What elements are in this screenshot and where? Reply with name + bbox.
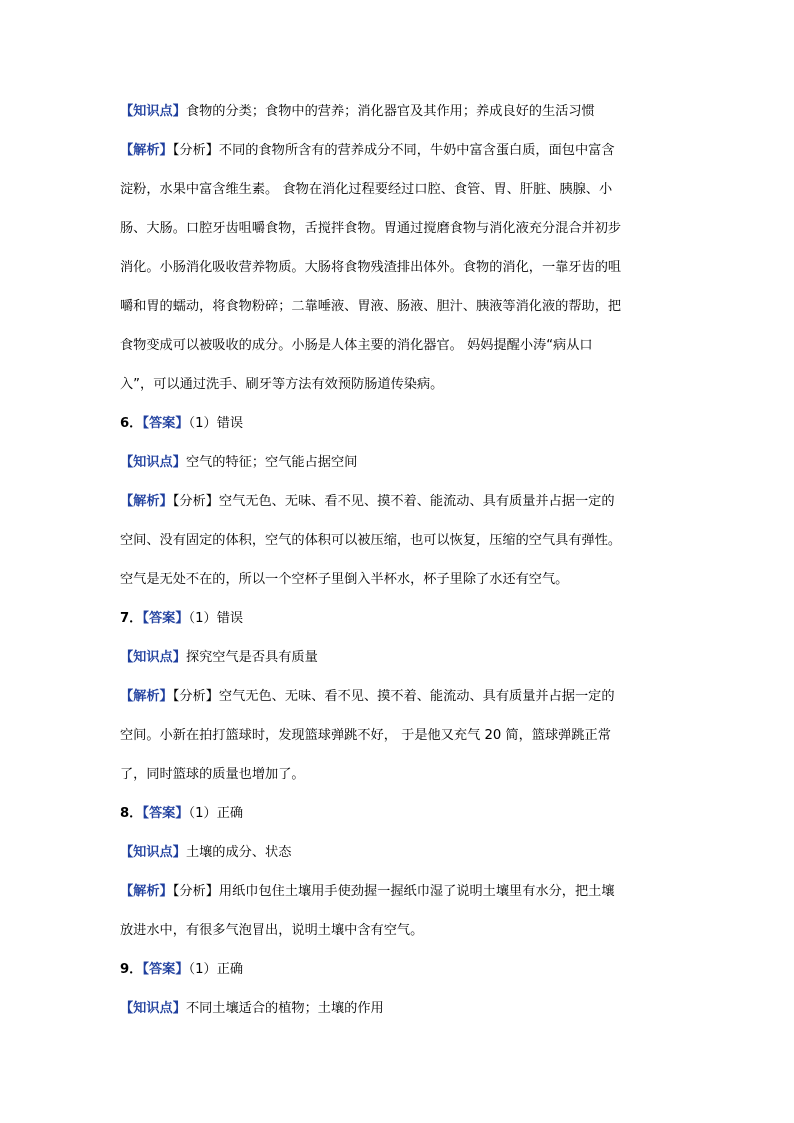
- knowledge-point-tag: 【知识点】: [120, 104, 186, 119]
- analysis-line: 空气是无处不在的，所以一个空杯子里倒入半杯水，杯子里除了水还有空气。: [120, 572, 569, 587]
- analysis-line: [120, 131, 660, 170]
- answer-line: [120, 404, 660, 443]
- analysis-line: 了，同时篮球的质量也增加了。: [120, 767, 305, 782]
- answer-value: （1）错误: [188, 611, 244, 626]
- knowledge-point-tag: 【知识点】: [120, 650, 186, 665]
- analysis-line: [120, 872, 660, 911]
- answer-tag: 【答案】: [142, 611, 189, 626]
- question-number: 8．: [120, 806, 143, 821]
- knowledge-point-tag: 【知识点】: [120, 845, 186, 860]
- knowledge-point-line: [120, 443, 660, 482]
- knowledge-point-line: [120, 638, 660, 677]
- knowledge-point-tag: 【知识点】: [120, 455, 186, 470]
- knowledge-point-tag: 【知识点】: [120, 1001, 186, 1016]
- answer-tag: 【答案】: [142, 416, 189, 431]
- analysis-text: 【分析】空气无色、无味、看不见、摸不着、能流动、具有质量并占据一定的: [172, 494, 615, 509]
- analysis-line: 空间、没有固定的体积，空气的体积可以被压缩，也可以恢复，压缩的空气具有弹性。: [120, 533, 622, 548]
- question-number: 6．: [120, 416, 143, 431]
- analysis-line: 淀粉，水果中富含维生素。 食物在消化过程要经过口腔、食管、胃、肝脏、胰腺、小: [120, 182, 613, 197]
- knowledge-point-text: 空气的特征；空气能占据空间: [185, 455, 358, 470]
- answer-value: （1）正确: [188, 962, 244, 977]
- analysis-line: 肠、大肠。口腔牙齿咀嚼食物，舌搅拌食物。胃通过搅磨食物与消化液充分混合并初步: [120, 221, 622, 236]
- answer-tag: 【答案】: [142, 806, 189, 821]
- analysis-line: 空间。小新在拍打篮球时，发现篮球弹跳不好， 于是他又充气 20 简，篮球弹跳正常: [120, 728, 611, 743]
- analysis-text: 【分析】不同的食物所含有的营养成分不同，牛奶中富含蛋白质，面包中富含: [172, 143, 615, 158]
- answer-line: [120, 950, 660, 989]
- knowledge-point-line: [120, 92, 660, 131]
- question-number: 9．: [120, 962, 143, 977]
- knowledge-point-line: [120, 833, 660, 872]
- analysis-tag: 【解析】: [120, 143, 173, 158]
- answer-line: [120, 599, 660, 638]
- analysis-tag: 【解析】: [120, 494, 173, 509]
- answer-line: [120, 794, 660, 833]
- answer-value: （1）正确: [188, 806, 244, 821]
- knowledge-point-text: 探究空气是否具有质量: [185, 650, 318, 665]
- answer-content: [120, 92, 660, 1028]
- analysis-line: [120, 677, 660, 716]
- knowledge-point-text: 土壤的成分、状态: [185, 845, 292, 860]
- answer-value: （1）错误: [188, 416, 244, 431]
- analysis-line: 消化。小肠消化吸收营养物质。大肠将食物残渣排出体外。食物的消化，一靠牙齿的咀: [120, 260, 622, 275]
- analysis-tag: 【解析】: [120, 689, 173, 704]
- knowledge-point-line: [120, 989, 660, 1028]
- answer-tag: 【答案】: [142, 962, 189, 977]
- analysis-tag: 【解析】: [120, 884, 173, 899]
- analysis-text: 【分析】空气无色、无味、看不见、摸不着、能流动、具有质量并占据一定的: [172, 689, 615, 704]
- knowledge-point-text: 食物的分类；食物中的营养；消化器官及其作用；养成良好的生活习惯: [185, 104, 595, 119]
- analysis-line: 放进水中，有很多气泡冒出，说明土壤中含有空气。: [120, 923, 424, 938]
- analysis-line: 入”，可以通过洗手、刷牙等方法有效预防肠道传染病。: [120, 377, 444, 392]
- analysis-line: [120, 482, 660, 521]
- analysis-text: 【分析】用纸巾包住土壤用手使劲握一握纸巾湿了说明土壤里有水分，把土壤: [172, 884, 615, 899]
- analysis-line: 嚼和胃的蠕动，将食物粉碎；二靠唾液、胃液、肠液、胆汁、胰液等消化液的帮助，把: [120, 299, 622, 314]
- analysis-line: 食物变成可以被吸收的成分。小肠是人体主要的消化器官。 妈妈提醒小涛“病从口: [120, 338, 593, 353]
- question-number: 7．: [120, 611, 143, 626]
- knowledge-point-text: 不同土壤适合的植物；土壤的作用: [185, 1001, 384, 1016]
